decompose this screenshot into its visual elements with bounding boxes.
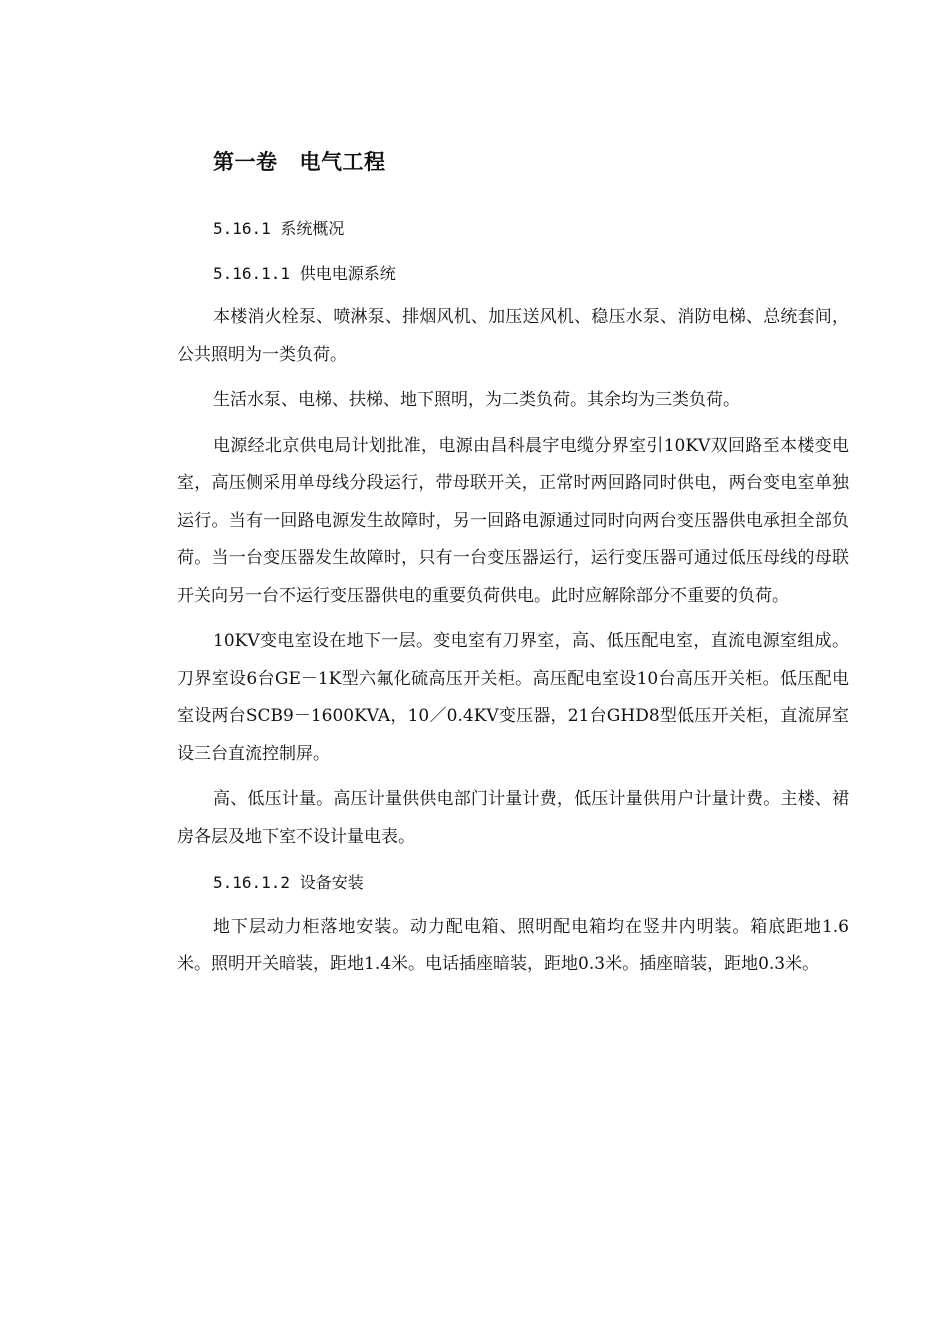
- paragraph-metering: 高、低压计量。高压计量供供电部门计量计费，低压计量供用户计量计费。主楼、裙房各层及地下室不设计量电表。: [177, 789, 849, 847]
- paragraph-equipment-installation: 地下层动力柜落地安装。动力配电箱、照明配电箱均在竖井内明装。箱底距地1.6米。照明开关暗装，距地1.4米。电话插座暗装，距地0.3米。插座暗装，距地0.3米。: [177, 916, 849, 974]
- paragraph-second-class-load: 生活水泵、电梯、扶梯、地下照明，为二类负荷。其余均为三类负荷。: [213, 390, 740, 410]
- paragraph-power-source: 电源经北京供电局计划批准，电源由昌科晨宇电缆分界室引10KV双回路至本楼变电室，高压侧采用单母线分段运行，带母联开关，正常时两回路同时供电，两台变电室单独运行。当有一回路电源发生故障时，另一回路电源通过同时向两台变压器供电承担全部负荷。当一台变压器发生故障时，只有一台变压器运行，运行变压器可通过低压母线的母联开关向另一台不运行变压器供电的重要负荷供电。此时应解除部分不重要的负荷。: [177, 435, 849, 606]
- section-heading-5-16-1: 5.16.1 系统概况: [213, 219, 345, 238]
- document-body: [177, 210, 849, 984]
- section-heading-5-16-1-2: 5.16.1.2 设备安装: [213, 873, 364, 892]
- volume-title-number: 第一卷: [213, 150, 278, 174]
- paragraph-substation: 10KV变电室设在地下一层。变电室有刀界室，高、低压配电室，直流电源室组成。刀界室设6台GE－1K型六氟化硫高压开关柜。高压配电室设10台高压开关柜。低压配电室设两台SCB9－1600KVA，10／0.4KV变压器，21台GHD8型低压开关柜，直流屏室设三台直流控制屏。: [177, 631, 849, 764]
- volume-title: [213, 146, 386, 176]
- section-heading-5-16-1-1: 5.16.1.1 供电电源系统: [213, 263, 396, 283]
- paragraph-first-class-load: 本楼消火栓泵、喷淋泵、排烟风机、加压送风机、稳压水泵、消防电梯、总统套间，公共照明为一类负荷。: [177, 307, 849, 365]
- volume-title-subject: 电气工程: [299, 150, 386, 174]
